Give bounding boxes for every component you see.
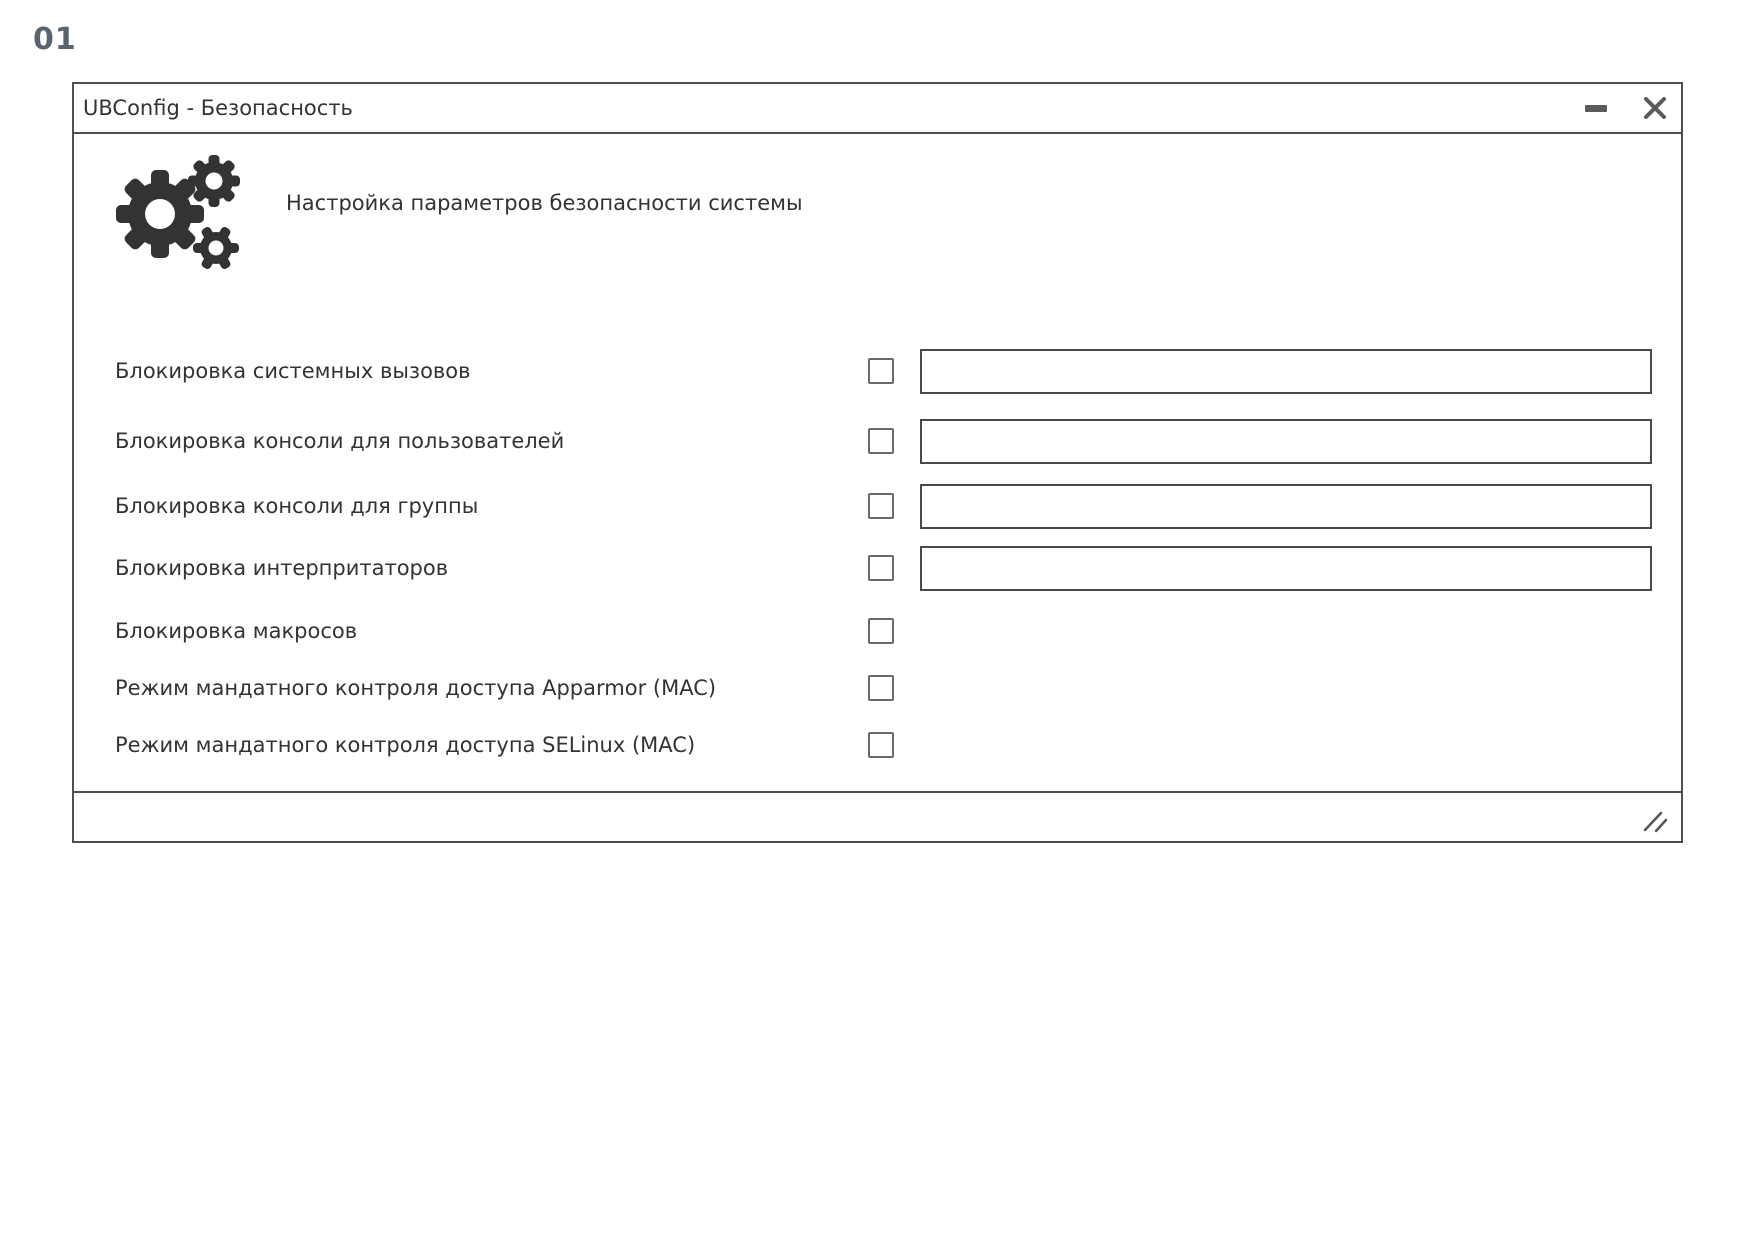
form-row-interpreters-lock	[74, 545, 1681, 591]
window-title: UBConfig - Безопасность	[83, 96, 353, 120]
input-system-calls-lock[interactable]	[920, 349, 1652, 394]
form-row-console-lock-users	[74, 418, 1681, 464]
minimize-icon[interactable]	[1585, 105, 1607, 112]
input-interpreters-lock[interactable]	[920, 546, 1652, 591]
checkbox-console-lock-group[interactable]	[868, 493, 894, 519]
checkbox-interpreters-lock[interactable]	[868, 555, 894, 581]
form-row-macros-lock	[74, 608, 1681, 654]
checkbox-system-calls-lock[interactable]	[868, 358, 894, 384]
gears-icon	[110, 148, 240, 272]
window-controls	[1585, 96, 1667, 120]
form-row-selinux-mac-mode	[74, 722, 1681, 768]
ubconfig-security-window	[72, 82, 1683, 843]
close-icon[interactable]	[1643, 96, 1667, 120]
input-console-lock-group[interactable]	[920, 484, 1652, 529]
row-label: Блокировка макросов	[115, 619, 358, 643]
checkbox-apparmor-mac-mode[interactable]	[868, 675, 894, 701]
page-title: Настройка параметров безопасности системы	[286, 191, 803, 215]
form-row-apparmor-mac-mode	[74, 665, 1681, 711]
checkbox-selinux-mac-mode[interactable]	[868, 732, 894, 758]
form-row-console-lock-group	[74, 483, 1681, 529]
row-label: Блокировка консоли для группы	[115, 494, 479, 518]
window-titlebar	[74, 84, 1681, 134]
row-label: Режим мандатного контроля доступа SELinux (MAC)	[115, 733, 696, 757]
row-label: Блокировка системных вызовов	[115, 359, 471, 383]
slide-number: 01	[33, 22, 77, 57]
row-label: Режим мандатного контроля доступа Apparmor (MAC)	[115, 676, 717, 700]
row-label: Блокировка интерпритаторов	[115, 556, 449, 580]
form-row-system-calls-lock	[74, 348, 1681, 394]
checkbox-console-lock-users[interactable]	[868, 428, 894, 454]
resize-grip-icon[interactable]	[1641, 810, 1669, 834]
checkbox-macros-lock[interactable]	[868, 618, 894, 644]
status-bar	[74, 791, 1681, 841]
window-body	[74, 134, 1681, 791]
input-console-lock-users[interactable]	[920, 419, 1652, 464]
row-label: Блокировка консоли для пользователей	[115, 429, 565, 453]
